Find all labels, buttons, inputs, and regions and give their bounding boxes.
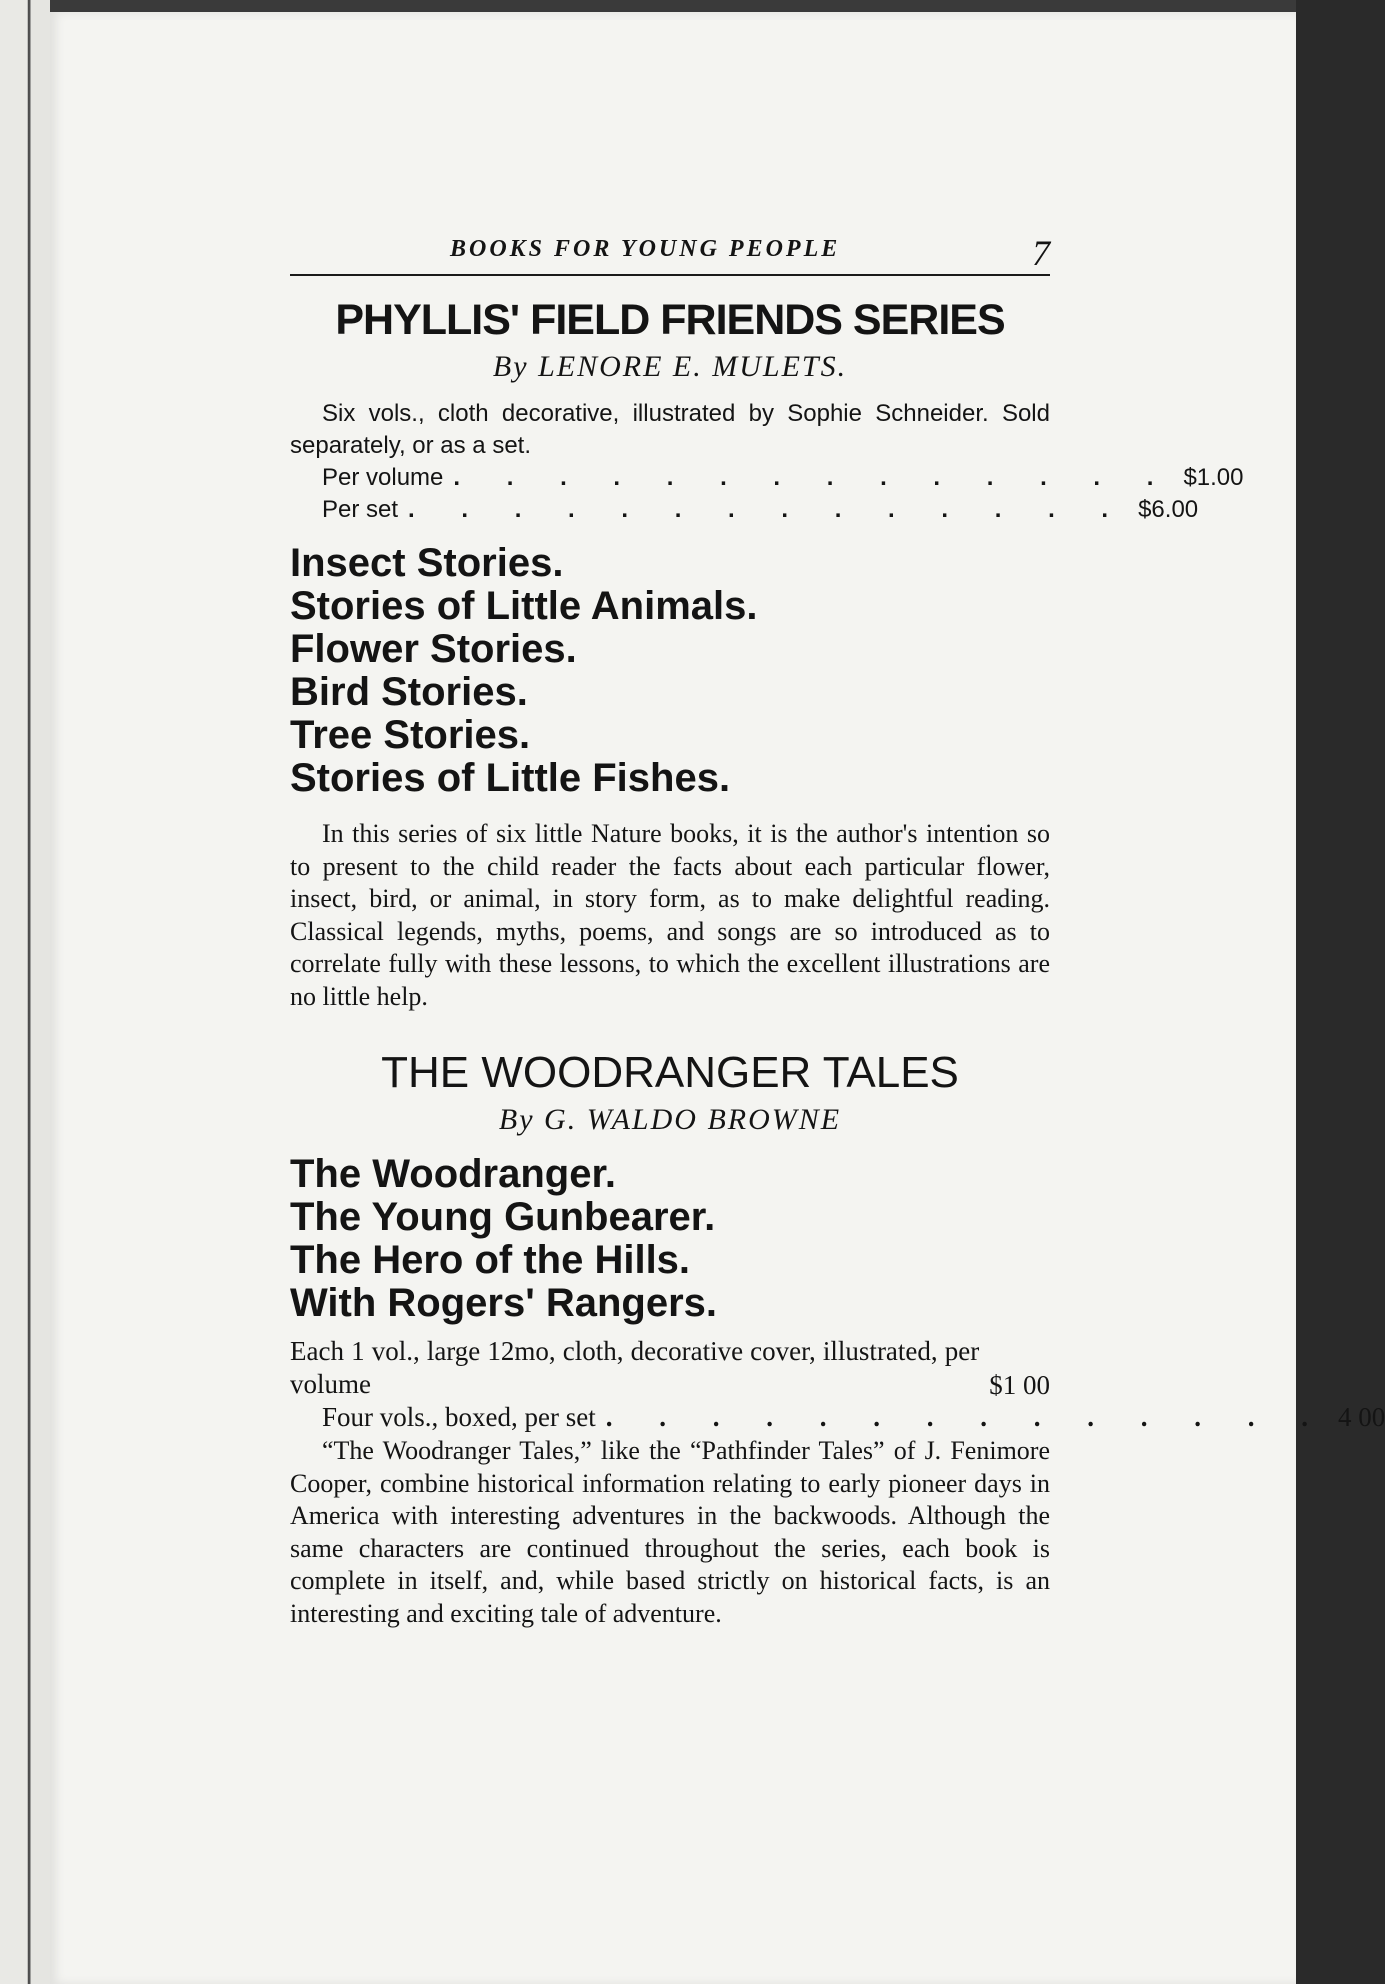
series-author-mulets: By LENORE E. MULETS. (492, 350, 848, 383)
book-title: The Young Gunbearer. (290, 1195, 716, 1239)
price-value: 4 00 (1337, 1402, 1385, 1432)
book-title: Flower Stories. (290, 627, 577, 671)
book-title: Insect Stories. (290, 541, 564, 585)
price-label: Per volume (322, 464, 444, 491)
price-value: $6.00 (1138, 496, 1199, 523)
book-title: With Rogers' Rangers. (290, 1281, 717, 1325)
price-value: $1.00 (1183, 464, 1244, 491)
dot-leader: . . . . . . . . . . . . . . (605, 1402, 1328, 1432)
series-title-woodranger: THE WOODRANGER TALES (381, 1048, 959, 1097)
running-head (290, 232, 1050, 276)
series-description-phyllis: In this series of six little Nature books, it is the author's intention so to present to the child reader the facts about each particular flower, insect, bird, or animal, in story form, as to make delightful reading. Classical legends, myths, poems, and songs are so introduced as to correlate fully with these lessons, to which the excellent illustrations are no little help. (290, 819, 1050, 1011)
running-head-title: BOOKS FOR YOUNG PEOPLE (450, 236, 841, 262)
book-title: Stories of Little Animals. (290, 584, 758, 628)
price-row-per-volume (290, 462, 1244, 494)
price-value: $1 00 (989, 1370, 1050, 1400)
series-spec-phyllis: Six vols., cloth decorative, illustrated by Sophie Schneider. Sold separately, or as a set. (290, 400, 1050, 459)
book-title: Stories of Little Fishes. (290, 756, 731, 800)
book-title: Tree Stories. (290, 713, 531, 757)
section-gap (290, 1013, 1050, 1047)
dot-leader: . . . . . . . . . . . . . . (408, 496, 1129, 523)
price-label: Each 1 vol., large 12mo, cloth, decorative cover, illustrated, per volume (290, 1336, 980, 1399)
price-row-per-set (290, 494, 1199, 526)
woodranger-pricing (290, 1335, 1385, 1433)
book-list-phyllis (290, 542, 1050, 800)
dot-leader: . . . . . . . . . . . . . . (453, 464, 1174, 491)
book-title: The Woodranger. (290, 1152, 616, 1196)
book-list-woodranger (290, 1153, 1050, 1325)
book-title: The Hero of the Hills. (290, 1238, 691, 1282)
scan-binding-edge (0, 0, 50, 1984)
series-author-browne: By G. WALDO BROWNE (498, 1103, 842, 1136)
price-row-per-volume (290, 1335, 1050, 1401)
price-label: Per set (322, 496, 399, 523)
book-title: Bird Stories. (290, 670, 528, 714)
book-page (50, 12, 1385, 1984)
page-number: 7 (1032, 233, 1050, 273)
price-label: Four vols., boxed, per set (322, 1402, 596, 1432)
page-content (290, 232, 1385, 1630)
series-description-woodranger: “The Woodranger Tales,” like the “Pathfinder Tales” of J. Fenimore Cooper, combine historical information relating to early pioneer days in America with interesting adventures in the backwoods. Although the same characters are continued throughout the series, each book is complete in itself, and, while based strictly on historical facts, is an interesting and exciting tale of adventure. (290, 1436, 1050, 1628)
series-title-phyllis: PHYLLIS' FIELD FRIENDS SERIES (335, 296, 1005, 344)
price-row-per-set (290, 1401, 1385, 1433)
scan-top-edge (0, 0, 1296, 12)
